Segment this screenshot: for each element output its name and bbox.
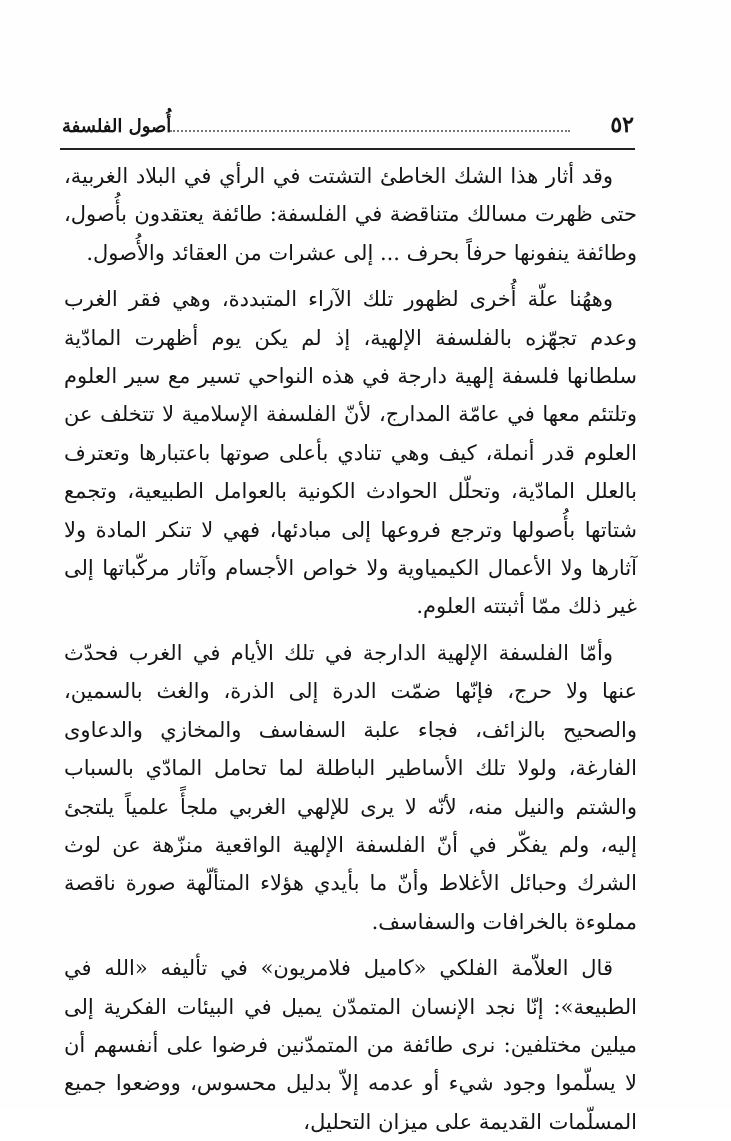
running-header [62, 108, 634, 146]
paragraph-2: وههُنا علّة أُخرى لظهور تلك الآراء المتبددة، وهي فقر الغرب وعدم تجهّزه بالفلسفة الإلهية، إذ لم يكن يوم أظهرت المادّية سلطانها فلسفة إلهية دارجة في هذه النواحي تسير مع سير العلوم وتلتئم معها في عامّة المدارج، لأنّ الفلسفة الإسلامية لا تتخلف عن العلوم قدر أنملة، كيف وهي تنادي بأعلى صوتها باعتبارها وتعترف بالعلل المادّية، وتحلّل الحوادث الكونية بالعوامل الطبيعية، وتجمع شتاتها بأُصولها وترجع فروعها إلى مبادئها، فهي لا تنكر المادة ولا آثارها ولا الأعمال الكيمياوية ولا خواص الأجسام وآثار مركّباتها إلى غير ذلك ممّا أثبتته العلوم. [64, 287, 637, 619]
paragraph-1: وقد أثار هذا الشك الخاطئ التشتت في الرأي في البلاد الغربية، حتى ظهرت مسالك متناقضة في الفلسفة: طائفة يعتقدون بأُصول، وطائفة ينفونها حرفاً بحرف ... إلى عشرات من العقائد والأُصول. [64, 164, 637, 265]
paragraph-4: قال العلاّمة الفلكي «كاميل فلامريون» في تأليفه «الله في الطبيعة»: إنّا نجد الإنسان المتمدّن يميل في البيئات الفكرية إلى ميلين مختلفين: نرى طائفة من المتمدّنين فرضوا على أنفسهم أن لا يسلّموا وجود شيء أو عدمه إلاّ بدليل محسوس، ووضعوا جميع المسلّمات القديمة على ميزان التحليل، [64, 956, 637, 1134]
header-dotted-leader [170, 130, 570, 132]
book-title: أُصول الفلسفة [62, 116, 172, 137]
header-rule [60, 148, 635, 150]
paragraph-3: وأمّا الفلسفة الإلهية الدارجة في تلك الأيام في الغرب فحدّث عنها ولا حرج، فإنّها ضمّت الدرة إلى الذرة، والغث بالسمين، والصحيح بالزائف، فجاء علبة السفاسف والمخازي والدعاوى الفارغة، ولولا تلك الأساطير الباطلة لما تحامل المادّي بالسباب والشتم والنيل منه، لأنّه لا يرى للإلهي الغربي ملجأً علمياً يلتجئ إليه، ولم يفكّر في أنّ الفلسفة الإلهية الواقعية منزّهة عن لوث الشرك وحبائل الأغلاط وأنّ ما بأيدي هؤلاء المتألّهة صورة ناقصة مملوءة بالخرافات والسفاسف. [64, 640, 638, 934]
page-number: ٥٢ [610, 112, 634, 138]
page-body [64, 157, 637, 1141]
